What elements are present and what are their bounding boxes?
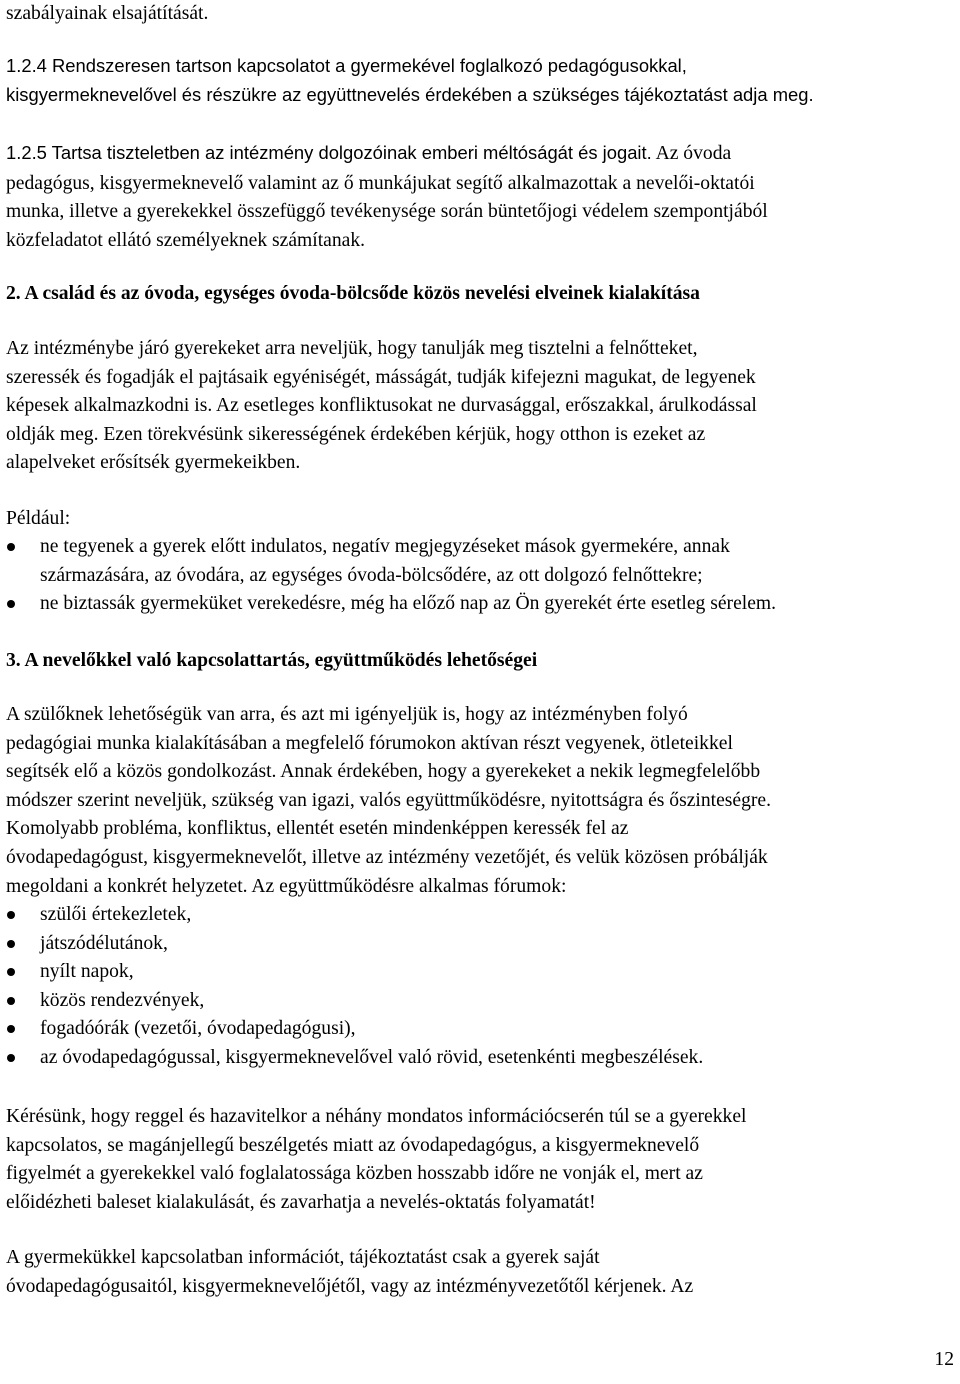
list-item <box>6 987 954 1016</box>
list-item <box>6 1044 954 1073</box>
section-3-paragraph <box>6 701 954 901</box>
text-line: szeressék és fogadják el pajtásaik egyéniségét, másságát, tudják kifejezni magukat, de legyenek <box>6 366 756 388</box>
paragraph-1-2-4 <box>6 52 954 109</box>
text-line: alapelveket erősítsék gyermekeikben. <box>6 452 301 474</box>
text-line: 1.2.4 Rendszeresen tartson kapcsolatot a gyermekével foglalkozó pedagógusokkal, <box>6 55 687 76</box>
forum-bullet-list <box>6 901 954 1073</box>
section-2-heading: 2. A család és az óvoda, egységes óvoda-bölcsőde közös nevelési elveinek kialakítása <box>6 283 700 304</box>
bullet-icon <box>7 911 15 919</box>
list-item-text: fogadóórák (vezetői, óvodapedagógusi), <box>40 1018 356 1040</box>
list-item-text: nyílt napok, <box>40 961 134 983</box>
paragraph-1-2-5 <box>6 139 954 255</box>
text-line: óvodapedagógust, kisgyermeknevelőt, illetve az intézmény vezetőjét, és velük közösen próbálják <box>6 846 768 868</box>
list-item <box>6 901 954 930</box>
text-line: pedagógiai munka kialakításában a megfelelő fórumokon aktívan részt vegyenek, ötleteikkel <box>6 732 733 754</box>
text-line: figyelmét a gyerekekkel való foglalatossága közben hosszabb időre ne vonják el, mert az <box>6 1163 703 1185</box>
text-line: A gyermekükkel kapcsolatban információt, tájékoztatást csak a gyerek saját <box>6 1247 600 1268</box>
text-line: kisgyermeknevelővel és részükre az együttnevelés érdekében a szükséges tájékoztatást adja meg. <box>6 83 814 105</box>
list-item-text: közös rendezvények, <box>40 989 205 1011</box>
text-line: munka, illetve a gyerekekkel összefüggő tevékenysége során büntetőjogi védelem szempontjából <box>6 201 768 223</box>
text-line: származására, az óvodára, az egységes óvoda-bölcsődére, az ott dolgozó felnőttekre; <box>40 564 703 586</box>
paragraph-1-2-5-lead: 1.2.5 Tartsa tiszteletben az intézmény dolgozóinak emberi méltóságát és jogait. <box>6 142 652 163</box>
text-line: A szülőknek lehetőségük van arra, és azt mi igényeljük is, hogy az intézményben folyó <box>6 704 688 725</box>
bullet-icon <box>7 543 15 551</box>
text-line: pedagógus, kisgyermeknevelő valamint az ő munkájukat segítő alkalmazottak a nevelői-oktatói <box>6 172 755 194</box>
list-item <box>6 930 954 959</box>
text-line: szabályainak elsajátítását. <box>6 3 209 24</box>
text-line-mixed <box>6 139 954 170</box>
text-line: közfeladatot ellátó személyeknek számítanak. <box>6 229 366 251</box>
list-item-text: játszódélutánok, <box>40 932 168 954</box>
text-line: Az intézménybe járó gyerekeket arra neveljük, hogy tanulják meg tisztelni a felnőtteket, <box>6 338 698 359</box>
list-item <box>6 1015 954 1044</box>
text-line: ne tegyenek a gyerek előtt indulatos, negatív megjegyzéseket mások gyermekére, annak <box>40 536 730 557</box>
section-2-paragraph <box>6 335 954 478</box>
example-label: Például: <box>6 508 71 529</box>
paragraph-1-2-5-cont: Az óvoda <box>651 143 732 164</box>
list-item <box>6 533 954 590</box>
continuation-line <box>6 0 954 29</box>
text-line: Komolyabb probléma, konfliktus, ellentét esetén mindenképpen keressék fel az <box>6 818 629 840</box>
section-3-heading: 3. A nevelőkkel való kapcsolattartás, együttműködés lehetőségei <box>6 650 538 671</box>
bullet-icon <box>7 968 15 976</box>
text-line: oldják meg. Ezen törekvésünk sikerességének érdekében kérjük, hogy otthon is ezeket az <box>6 423 706 445</box>
text-line: előidézheti baleset kialakulását, és zavarhatja a nevelés-oktatás folyamatát! <box>6 1191 596 1213</box>
text-line: Kérésünk, hogy reggel és hazavitelkor a néhány mondatos információcserén túl se a gyerekkel <box>6 1106 747 1127</box>
list-item <box>6 958 954 987</box>
text-line: módszer szerint neveljük, szükség van igazi, valós együttműködésre, nyitottságra és őszinteségre. <box>6 789 772 811</box>
text-line: óvodapedagógusaitól, kisgyermeknevelőjétől, vagy az intézményvezetőtől kérjenek. Az <box>6 1275 694 1297</box>
bullet-icon <box>7 997 15 1005</box>
bullet-icon <box>7 940 15 948</box>
page-number: 12 <box>934 1349 954 1370</box>
text-line: képesek alkalmazkodni is. Az esetleges konfliktusokat ne durvasággal, erőszakkal, árulkodással <box>6 395 757 417</box>
bullet-icon <box>7 1025 15 1033</box>
information-paragraph <box>6 1244 954 1301</box>
list-item <box>6 590 954 619</box>
text-line: megoldani a konkrét helyzetet. Az együttműködésre alkalmas fórumok: <box>6 875 567 897</box>
bullet-icon <box>7 1054 15 1062</box>
text-line: segítsék elő a közös gondolkozást. Annak érdekében, hogy a gyerekeket a nekik legmegfelelőbb <box>6 761 761 783</box>
request-paragraph <box>6 1103 954 1217</box>
list-item-text: az óvodapedagógussal, kisgyermeknevelővel való rövid, esetenkénti megbeszélések. <box>40 1046 704 1068</box>
text-line: ne biztassák gyermeküket verekedésre, még ha előző nap az Ön gyerekét érte esetleg sérelem. <box>40 593 777 615</box>
bullet-icon <box>7 600 15 608</box>
example-bullet-list <box>6 533 954 619</box>
list-item-text: szülői értekezletek, <box>40 904 192 925</box>
text-line: kapcsolatos, se magánjellegű beszélgetés miatt az óvodapedagógus, a kisgyermeknevelő <box>6 1134 700 1156</box>
